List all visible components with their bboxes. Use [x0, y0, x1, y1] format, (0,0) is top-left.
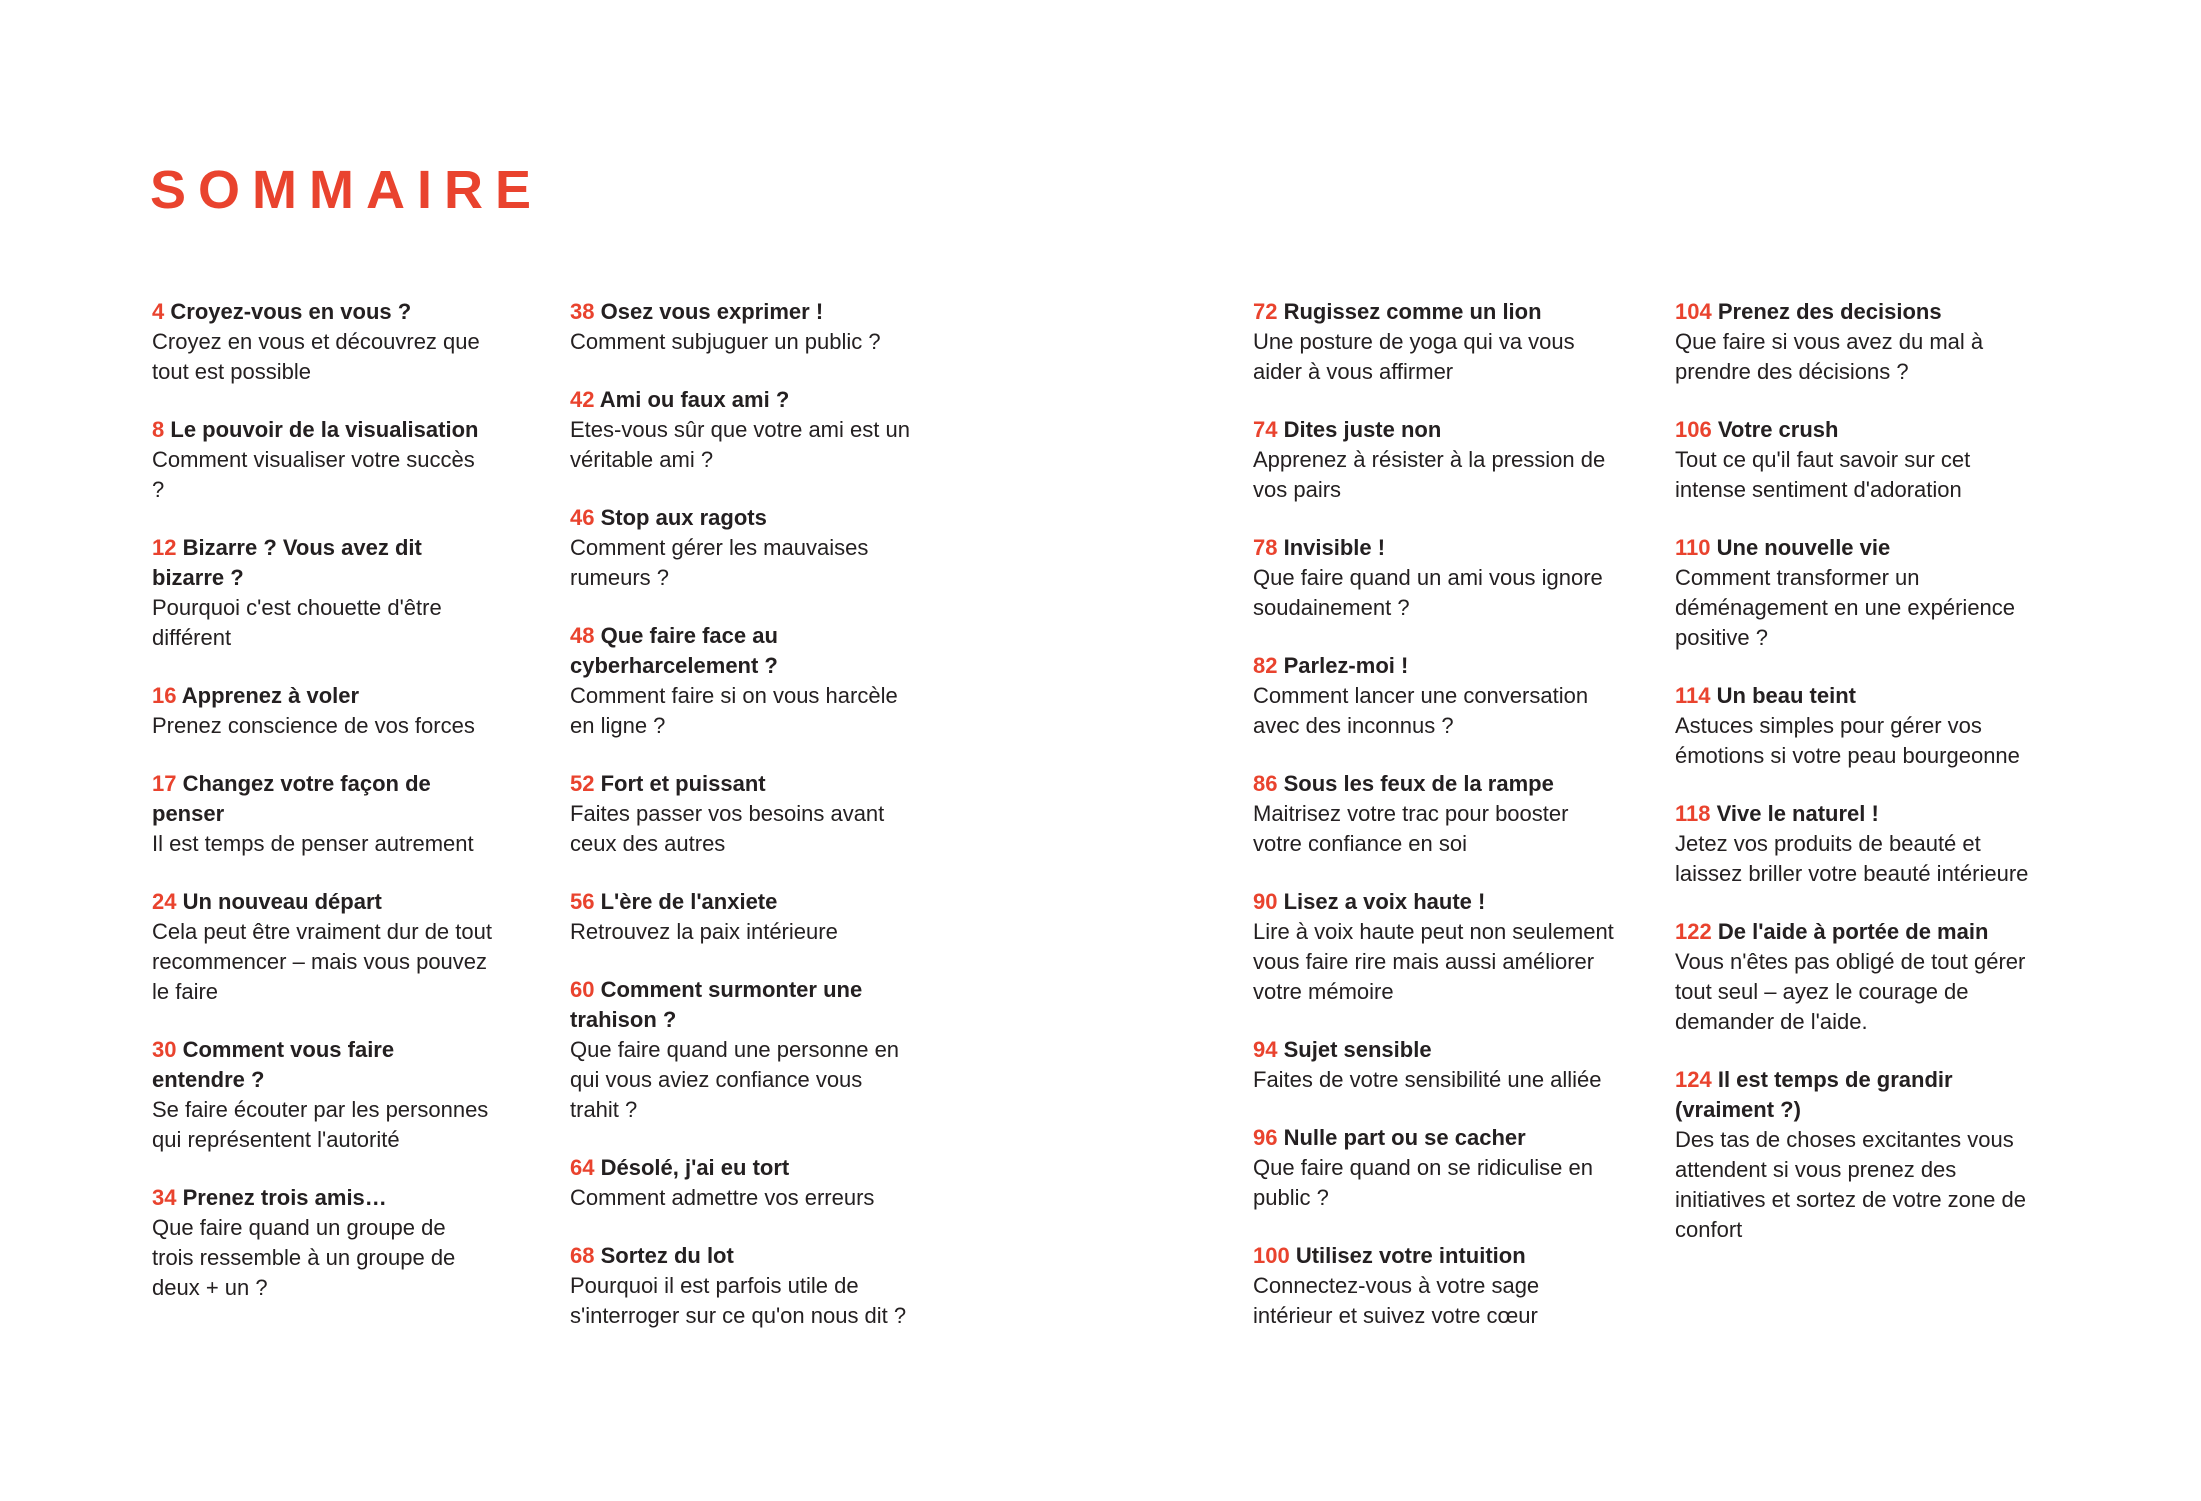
entry-title: Sous les feux de la rampe: [1283, 771, 1554, 796]
toc-entry: [1675, 917, 2037, 1037]
entry-page-number: 52: [570, 771, 595, 796]
entry-title: Croyez-vous en vous ?: [170, 299, 412, 324]
toc-entry: [152, 533, 492, 653]
toc-entry: [152, 415, 492, 505]
entry-description: Lire à voix haute peut non seulement vous faire rire mais aussi améliorer votre mémoire: [1253, 919, 1614, 1004]
entry-title: Osez vous exprimer !: [600, 299, 824, 324]
toc-entry: [1675, 681, 2037, 771]
entry-title: Parlez-moi !: [1283, 653, 1409, 678]
entry-heading: [570, 621, 910, 681]
entry-page-number: 104: [1675, 299, 1712, 324]
toc-entry: [1253, 1035, 1618, 1095]
entry-description: Se faire écouter par les personnes qui représentent l'autorité: [152, 1097, 489, 1152]
entry-heading: [152, 681, 492, 711]
entry-description: Tout ce qu'il faut savoir sur cet intense sentiment d'adoration: [1675, 447, 1971, 502]
entry-heading: [1253, 1035, 1618, 1065]
entry-heading: [152, 769, 492, 829]
entry-description: Connectez-vous à votre sage intérieur et suivez votre cœur: [1253, 1273, 1540, 1328]
entry-title: Nulle part ou se cacher: [1283, 1125, 1526, 1150]
entry-title: Que faire face au cyberharcelement ?: [570, 623, 778, 678]
entry-page-number: 4: [152, 299, 165, 324]
entry-heading: [570, 297, 910, 327]
entry-page-number: 100: [1253, 1243, 1290, 1268]
entry-page-number: 74: [1253, 417, 1278, 442]
toc-entry: [1253, 887, 1618, 1007]
entry-page-number: 124: [1675, 1067, 1712, 1092]
entry-page-number: 8: [152, 417, 165, 442]
entry-page-number: 82: [1253, 653, 1278, 678]
entry-description: Cela peut être vraiment dur de tout recommencer – mais vous pouvez le faire: [152, 919, 492, 1004]
entry-page-number: 110: [1675, 535, 1711, 560]
entry-page-number: 106: [1675, 417, 1712, 442]
entry-heading: [1675, 297, 2037, 327]
entry-heading: [1253, 1123, 1618, 1153]
toc-entry: [1253, 297, 1618, 387]
entry-title: Il est temps de grandir (vraiment ?): [1675, 1067, 1953, 1122]
entry-title: Comment vous faire entendre ?: [152, 1037, 395, 1092]
entry-title: Apprenez à voler: [181, 683, 360, 708]
entry-description: Des tas de choses excitantes vous attendent si vous prenez des initiatives et sortez de votre zone de confort: [1675, 1127, 2026, 1242]
entry-page-number: 60: [570, 977, 595, 1002]
entry-description: Pourquoi c'est chouette d'être différent: [152, 595, 442, 650]
toc-entry: [570, 769, 910, 859]
toc-entry: [1675, 297, 2037, 387]
entry-page-number: 42: [570, 387, 595, 412]
entry-heading: [570, 1153, 910, 1183]
toc-entry: [570, 887, 910, 947]
entry-heading: [1675, 917, 2037, 947]
entry-description: Astuces simples pour gérer vos émotions si votre peau bourgeonne: [1675, 713, 2020, 768]
entry-heading: [570, 887, 910, 917]
toc-entry: [1253, 415, 1618, 505]
entry-description: Comment subjuguer un public ?: [570, 329, 881, 354]
entry-heading: [1675, 1065, 2037, 1125]
entry-heading: [1253, 1241, 1618, 1271]
entry-heading: [570, 769, 910, 799]
entry-heading: [152, 415, 492, 445]
entry-heading: [1675, 799, 2037, 829]
entry-description: Pourquoi il est parfois utile de s'interroger sur ce qu'on nous dit ?: [570, 1273, 907, 1328]
entry-description: Vous n'êtes pas obligé de tout gérer tout seul – ayez le courage de demander de l'aide.: [1675, 949, 2026, 1034]
entry-description: Comment faire si on vous harcèle en ligne ?: [570, 683, 898, 738]
entry-description: Une posture de yoga qui va vous aider à vous affirmer: [1253, 329, 1575, 384]
entry-description: Que faire si vous avez du mal à prendre des décisions ?: [1675, 329, 1984, 384]
toc-entry: [152, 1035, 492, 1155]
entry-page-number: 24: [152, 889, 177, 914]
toc-entry: [570, 297, 910, 357]
entry-heading: [1253, 297, 1618, 327]
entry-page-number: 68: [570, 1243, 595, 1268]
entry-title: Dites juste non: [1283, 417, 1442, 442]
toc-entry: [570, 621, 910, 741]
entry-description: Comment admettre vos erreurs: [570, 1185, 875, 1210]
entry-page-number: 12: [152, 535, 177, 560]
entry-heading: [1253, 651, 1618, 681]
entry-page-number: 64: [570, 1155, 595, 1180]
entry-title: Désolé, j'ai eu tort: [600, 1155, 790, 1180]
entry-page-number: 30: [152, 1037, 177, 1062]
toc-entry: [1253, 769, 1618, 859]
entry-heading: [1253, 769, 1618, 799]
toc-entry: [570, 503, 910, 593]
entry-title: Vive le naturel !: [1716, 801, 1879, 826]
entry-description: Comment lancer une conversation avec des inconnus ?: [1253, 683, 1589, 738]
entry-heading: [1253, 533, 1618, 563]
entry-title: Prenez des decisions: [1717, 299, 1942, 324]
entry-title: Une nouvelle vie: [1716, 535, 1891, 560]
entry-heading: [1675, 533, 2037, 563]
entry-title: De l'aide à portée de main: [1717, 919, 1989, 944]
page-title: SOMMAIRE: [150, 160, 543, 220]
toc-column-1: [152, 297, 492, 1331]
entry-heading: [152, 1035, 492, 1095]
entry-title: Stop aux ragots: [600, 505, 767, 530]
entry-page-number: 114: [1675, 683, 1711, 708]
entry-page-number: 118: [1675, 801, 1711, 826]
entry-page-number: 17: [152, 771, 177, 796]
entry-heading: [1253, 887, 1618, 917]
entry-description: Croyez en vous et découvrez que tout est possible: [152, 329, 480, 384]
toc-entry: [1253, 533, 1618, 623]
entry-page-number: 34: [152, 1185, 177, 1210]
entry-title: Prenez trois amis…: [182, 1185, 387, 1210]
toc-entry: [1253, 1123, 1618, 1213]
entry-description: Que faire quand une personne en qui vous aviez confiance vous trahit ?: [570, 1037, 900, 1122]
toc-entry: [570, 975, 910, 1125]
entry-title: Lisez a voix haute !: [1283, 889, 1486, 914]
entry-description: Que faire quand on se ridiculise en public ?: [1253, 1155, 1593, 1210]
toc-column-3: [1253, 297, 1618, 1359]
toc-entry: [1253, 651, 1618, 741]
toc-column-2: [570, 297, 910, 1359]
entry-title: Comment surmonter une trahison ?: [570, 977, 863, 1032]
entry-description: Etes-vous sûr que votre ami est un véritable ami ?: [570, 417, 910, 472]
toc-entry: [1675, 533, 2037, 653]
entry-title: Ami ou faux ami ?: [599, 387, 790, 412]
toc-column-4: [1675, 297, 2037, 1273]
toc-entry: [152, 769, 492, 859]
toc-entry: [1675, 1065, 2037, 1245]
entry-heading: [570, 503, 910, 533]
entry-page-number: 86: [1253, 771, 1278, 796]
entry-heading: [570, 385, 910, 415]
entry-heading: [1253, 415, 1618, 445]
entry-title: Un nouveau départ: [182, 889, 382, 914]
entry-page-number: 48: [570, 623, 595, 648]
toc-entry: [152, 681, 492, 741]
entry-description: Comment visualiser votre succès ?: [152, 447, 475, 502]
entry-title: Le pouvoir de la visualisation: [170, 417, 479, 442]
entry-title: Sujet sensible: [1283, 1037, 1432, 1062]
toc-entry: [152, 297, 492, 387]
entry-page-number: 72: [1253, 299, 1278, 324]
entry-title: Votre crush: [1717, 417, 1839, 442]
toc-entry: [1675, 415, 2037, 505]
entry-description: Que faire quand un ami vous ignore soudainement ?: [1253, 565, 1603, 620]
entry-page-number: 122: [1675, 919, 1712, 944]
entry-description: Comment transformer un déménagement en une expérience positive ?: [1675, 565, 2016, 650]
entry-description: Il est temps de penser autrement: [152, 831, 474, 856]
toc-entry: [570, 1241, 910, 1331]
entry-description: Que faire quand un groupe de trois ressemble à un groupe de deux + un ?: [152, 1215, 456, 1300]
entry-heading: [152, 1183, 492, 1213]
entry-description: Comment gérer les mauvaises rumeurs ?: [570, 535, 869, 590]
entry-heading: [152, 297, 492, 327]
entry-title: Rugissez comme un lion: [1283, 299, 1542, 324]
entry-title: Bizarre ? Vous avez dit bizarre ?: [152, 535, 422, 590]
toc-entry: [570, 385, 910, 475]
toc-entry: [152, 1183, 492, 1303]
entry-heading: [152, 533, 492, 593]
entry-heading: [1675, 681, 2037, 711]
toc-entry: [1675, 799, 2037, 889]
entry-heading: [152, 887, 492, 917]
entry-description: Faites de votre sensibilité une alliée: [1253, 1067, 1602, 1092]
entry-heading: [570, 975, 910, 1035]
entry-page-number: 56: [570, 889, 595, 914]
entry-title: Invisible !: [1283, 535, 1386, 560]
entry-heading: [570, 1241, 910, 1271]
toc-entry: [1253, 1241, 1618, 1331]
entry-title: Changez votre façon de penser: [152, 771, 431, 826]
entry-page-number: 78: [1253, 535, 1278, 560]
entry-description: Retrouvez la paix intérieure: [570, 919, 838, 944]
entry-page-number: 38: [570, 299, 595, 324]
entry-heading: [1675, 415, 2037, 445]
entry-page-number: 90: [1253, 889, 1278, 914]
entry-page-number: 16: [152, 683, 177, 708]
entry-title: Utilisez votre intuition: [1295, 1243, 1526, 1268]
entry-description: Apprenez à résister à la pression de vos pairs: [1253, 447, 1606, 502]
entry-page-number: 94: [1253, 1037, 1278, 1062]
entry-title: L'ère de l'anxiete: [600, 889, 778, 914]
entry-title: Un beau teint: [1716, 683, 1856, 708]
entry-description: Jetez vos produits de beauté et laissez briller votre beauté intérieure: [1675, 831, 2029, 886]
toc-entry: [570, 1153, 910, 1213]
entry-title: Sortez du lot: [600, 1243, 734, 1268]
entry-description: Maitrisez votre trac pour booster votre confiance en soi: [1253, 801, 1569, 856]
entry-title: Fort et puissant: [600, 771, 766, 796]
entry-description: Prenez conscience de vos forces: [152, 713, 475, 738]
entry-description: Faites passer vos besoins avant ceux des autres: [570, 801, 885, 856]
entry-page-number: 46: [570, 505, 595, 530]
entry-page-number: 96: [1253, 1125, 1278, 1150]
toc-entry: [152, 887, 492, 1007]
